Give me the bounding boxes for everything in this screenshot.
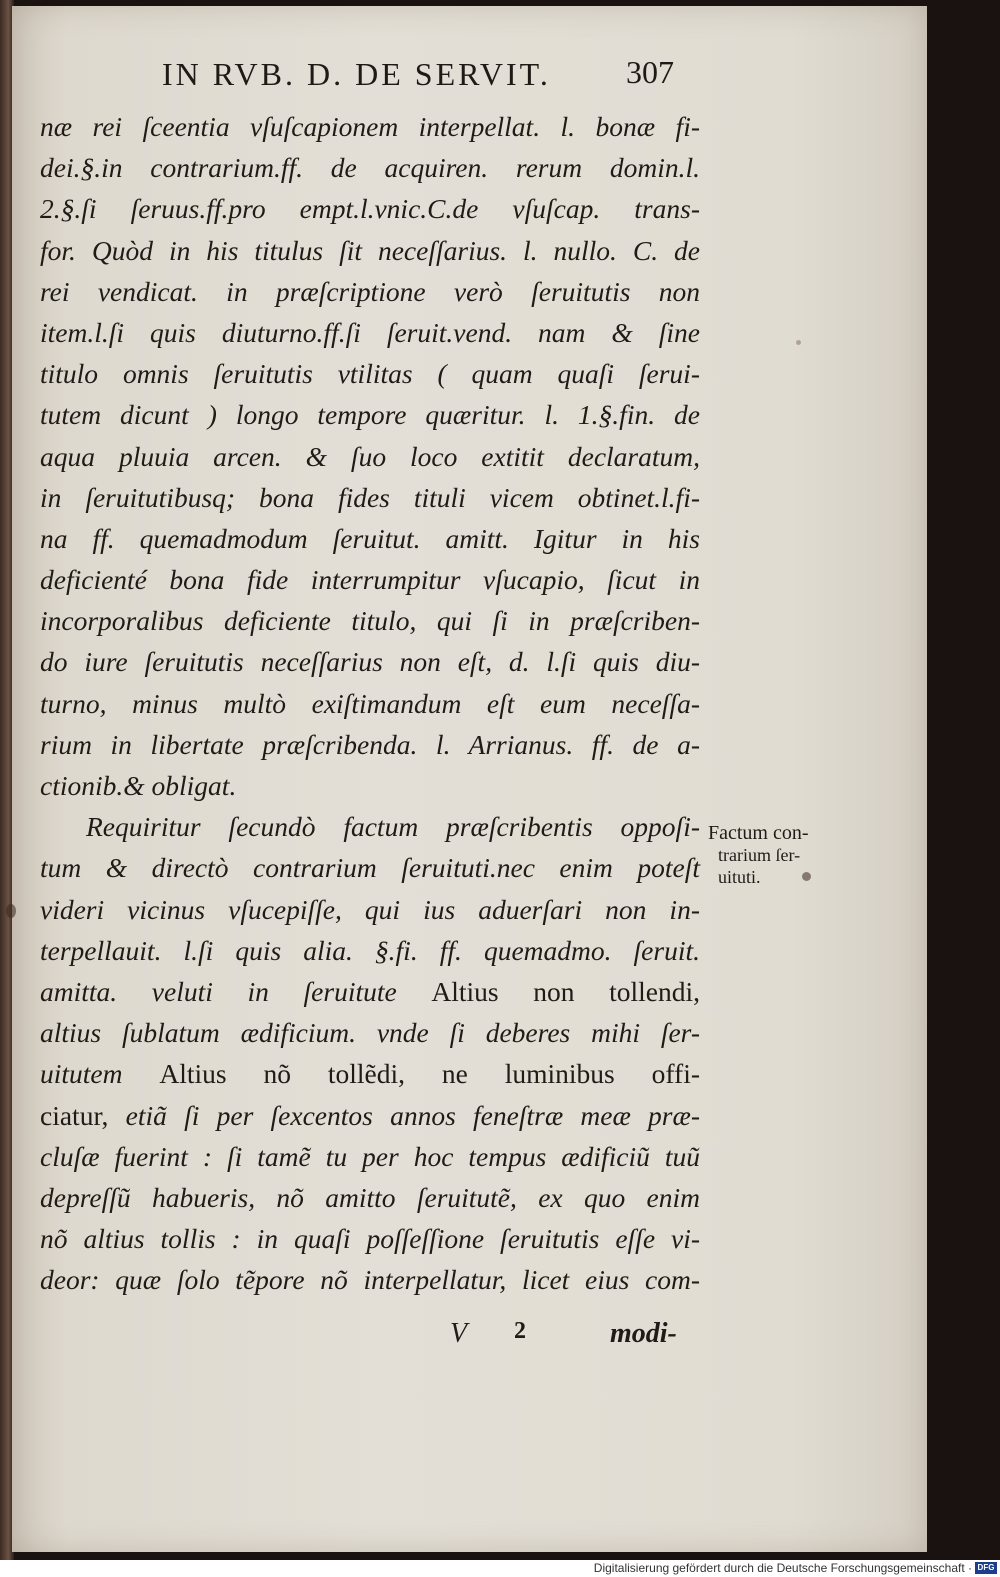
ink-spot	[796, 340, 801, 345]
text-line: deficienté bona fide interrumpitur vſucapio, ſicut in	[40, 564, 700, 596]
marginal-note-line: uituti.	[718, 867, 761, 887]
marginal-note-line: trarium ſer-	[718, 845, 801, 865]
running-head: IN RVB. D. DE SERVIT.	[162, 56, 551, 92]
signature-number: 2	[514, 1318, 526, 1344]
text-line: næ rei ſceentia vſuſcapionem interpellat. l. bonæ fi-	[40, 111, 700, 142]
text-line: altius ſublatum ædificium. vnde ſi deberes mihi ſer-	[40, 1017, 700, 1049]
text-line-mixed	[40, 971, 700, 1012]
text-line: dei.§.in contrarium.ff. de acquiren. rerum domin.l.	[40, 152, 700, 184]
text-line: item.l.ſi quis diuturno.ff.ſi ſeruit.vend. nam & ſine	[40, 316, 700, 348]
text-line: turno, minus multò exiſtimandum eſt eum neceſſa-	[40, 687, 700, 719]
text-line: do iure ſeruitutis neceſſarius non eſt, d. l.ſi quis diu-	[40, 646, 700, 678]
text-line-mixed	[40, 1053, 700, 1094]
dfg-logo: DFG	[975, 1562, 997, 1574]
text-line: aqua pluuia arcen. & ſuo loco extitit declaratum,	[40, 440, 700, 472]
footer-bar	[0, 1560, 1000, 1577]
signature-mark: V	[450, 1318, 468, 1349]
text-line: in ſeruitutibusq; bona fides tituli vicem obtinet.l.fi-	[40, 481, 700, 513]
marginal-note	[708, 822, 809, 888]
text-line: incorporalibus deficiente titulo, qui ſi in præſcriben-	[40, 605, 700, 637]
text-line: for. Quòd in his titulus ſit neceſſarius. l. nullo. C. de	[40, 234, 700, 266]
text-line: rei vendicat. in præſcriptione verò ſeruitutis non	[40, 275, 700, 307]
text-line: videri vicinus vſucepiſſe, qui ius aduerſari non in-	[40, 893, 700, 925]
catchword: modi-	[610, 1318, 677, 1349]
page-number: 307	[626, 54, 674, 90]
funding-credit: Digitalisierung gefördert durch die Deutsche Forschungsgemeinschaft ·	[593, 1561, 972, 1575]
text-line: cluſæ fuerint : ſi tamẽ tu per hoc tempus ædificiũ tuũ	[40, 1140, 700, 1172]
text-line: titulo omnis ſeruitutis vtilitas ( quam quaſi ſerui-	[40, 358, 700, 390]
text-line-mixed	[40, 1095, 700, 1136]
italic-segment: amitta. veluti in ſeruitute	[40, 975, 397, 1007]
text-line: tum & directò contrarium ſeruituti.nec enim poteſt	[40, 852, 700, 884]
text-line: Requiritur ſecundò factum præſcribentis oppoſi-	[86, 811, 700, 843]
roman-segment: Altius nõ tollẽdi, ne luminibus offi-	[159, 1058, 701, 1090]
roman-segment: ciatur,	[40, 1099, 109, 1131]
text-line: tutem dicunt ) longo tempore quæritur. l. 1.§.fin. de	[40, 399, 700, 431]
text-line: ctionib.& obligat.	[40, 770, 237, 801]
main-text	[40, 106, 700, 1300]
text-line: na ff. quemadmodum ſeruitut. amitt. Igitur in his	[40, 522, 700, 554]
italic-segment: etiã ſi per ſexcentos annos feneſtræ meæ præ-	[125, 1099, 701, 1131]
ink-spot	[6, 904, 16, 918]
text-line: depreſſũ habueris, nõ amitto ſeruitutẽ, ex quo enim	[40, 1181, 700, 1213]
text-line: deor: quæ ſolo tẽpore nõ interpellatur, licet eius com-	[40, 1264, 700, 1296]
italic-segment: uitutem	[40, 1058, 123, 1090]
text-line: terpellauit. l.ſi quis alia. §.fi. ff. quemadmo. ſeruit.	[40, 934, 700, 966]
text-line: 2.§.ſi ſeruus.ff.pro empt.l.vnic.C.de vſuſcap. trans-	[40, 193, 700, 225]
roman-segment: Altius non tollendi,	[431, 975, 701, 1007]
text-line: rium in libertate præſcribenda. l. Arrianus. ff. de a-	[40, 728, 700, 760]
marginal-note-line: Factum con-	[708, 822, 809, 844]
text-line: nõ altius tollis : in quaſi poſſeſſione ſeruitutis eſſe vi-	[40, 1223, 700, 1255]
